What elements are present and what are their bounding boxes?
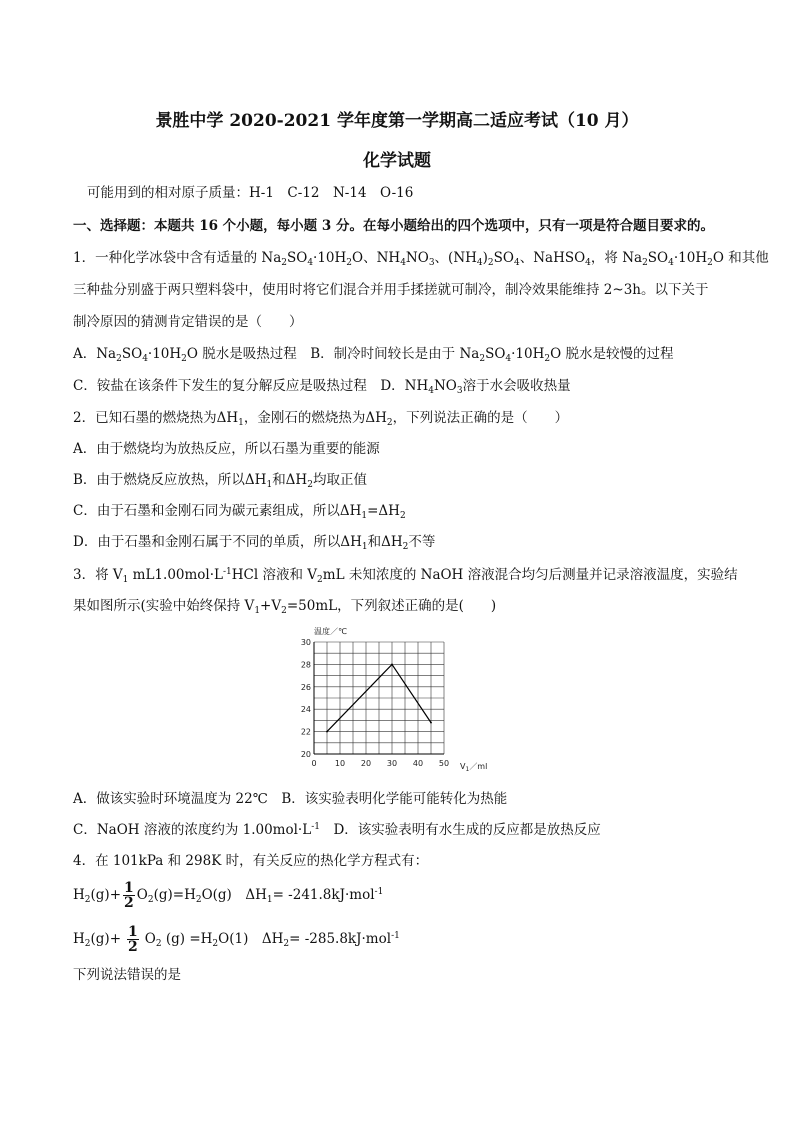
q1-stem-line2: 三种盐分别盛于两只塑料袋中，使用时将它们混合并用手揉搓就可制冷，制冷效果能维持 2~3h。以下关于 [73, 282, 709, 298]
q3-stem-line2: 果如图所示(实验中始终保持 $V_1+V_2=50mL$，下列叙述正确的是( ) [73, 598, 497, 616]
q3-stem-line1: 3．将 $V_1$ $mL1.00mol\cdot L^{-1}HCl$ 溶液和 $V_2mL$ 未知浓度的 NaOH 溶液混合均匀后测量并记录溶液温度，实验结 [73, 567, 738, 585]
y-tick-label: 22 [300, 727, 311, 737]
half-fraction: $\frac{1}{2}$ [124, 880, 134, 911]
q3-options-cd: C．NaOH 溶液的浓度约为 $1.00mol\cdot L^{-1}$ D．该实验表明有水生成的反应都是放热反应 [73, 822, 601, 838]
q2-option-a: A．由于燃烧均为放热反应，所以石墨为重要的能源 [73, 441, 380, 457]
section-heading [73, 217, 714, 235]
half-fraction: $\frac{1}{2}$ [128, 924, 138, 955]
q3-options-ab: A．做该实验时环境温度为 22℃ B．该实验表明化学能可能转化为热能 [73, 791, 508, 807]
x-tick-label: 0 [311, 759, 317, 768]
y-tick-label: 30 [300, 638, 311, 647]
y-tick-label: 24 [300, 705, 311, 715]
q1-options-cd: C．铵盐在该条件下发生的复分解反应是吸热过程 D．$NH_4NO_3$溶于水会吸收热量 [73, 378, 571, 396]
q4-closing: 下列说法错误的是 [73, 967, 181, 983]
temperature-chart [300, 624, 500, 772]
section-heading-text: 本题共 16 个小题，每小题 3 分。在每小题给出的四个选项中，只有一项是符合题目要求的。 [154, 218, 714, 234]
y-tick-label: 26 [300, 682, 311, 692]
page-title: 景胜中学 2020-2021 学年度第一学期高二适应考试（10 月） [155, 111, 639, 131]
x-tick-label: 40 [412, 759, 424, 768]
data-point [326, 731, 328, 733]
q1-options-ab: A．$Na_2SO_4\cdot 10H_2O$ 脱水是吸热过程 B．制冷时间较长是由于 $Na_2SO_4\cdot 10H_2O$ 脱水是较慢的过程 [73, 346, 674, 364]
section-heading-label: 一、选择题： [73, 218, 154, 234]
q2-option-b: B．由于燃烧反应放热，所以$\Delta H_1$和$\Delta H_2$均取正值 [73, 472, 367, 490]
q4-stem: 4．在 101kPa 和 298K 时，有关反应的热化学方程式有： [73, 853, 429, 869]
x-tick-label: 50 [438, 759, 450, 768]
x-tick-label: 30 [386, 759, 398, 768]
data-point [430, 722, 432, 724]
atomic-masses: 可能用到的相对原子质量：H-1 C-12 N-14 O-16 [87, 185, 414, 201]
q2-option-d: D．由于石墨和金刚石属于不同的单质，所以$\Delta H_1$和$\Delta H_2$不等 [73, 534, 436, 552]
q4-equation-1: $H_2(g)+$ $\frac{1}{2}$ $O_2(g)=H_2O(g)$ $\Delta H_1= -241.8kJ\cdot mol^{-1}$ [73, 880, 384, 911]
chart-grid [314, 642, 444, 754]
y-tick-label: 20 [300, 750, 311, 759]
page-subtitle: 化学试题 [363, 151, 431, 171]
q1-stem-line1: 1．一种化学冰袋中含有适量的 $Na_2SO_4\cdot 10H_2O$、$NH_4NO_3$、$(NH_4)_2SO_4$、NaHSO$_4$，将 $Na_2SO_4\cdot 10H_2O$ 和其他 [73, 250, 769, 268]
q4-equation-2: $H_2(g)+$ $\frac{1}{2}$ $O_2$ $(g) =H_2O(1)$ $\Delta H_2= -285.8kJ\cdot mol^{-1}$ [73, 924, 400, 955]
q2-option-c: C．由于石墨和金刚石同为碳元素组成，所以$\Delta H_1=\Delta H_2$ [73, 503, 406, 521]
x-tick-label: 20 [360, 759, 372, 768]
chart-ylabel: 温度／℃ [314, 627, 347, 636]
q1-stem-line3: 制冷原因的猜测肯定错误的是（ ） [73, 314, 303, 330]
x-tick-label: 10 [334, 759, 346, 768]
y-tick-label: 28 [300, 660, 311, 670]
chart-xlabel: $V_1/ml$ [460, 762, 488, 772]
data-point [391, 664, 393, 666]
q2-stem: 2．已知石墨的燃烧热为$\Delta H_1$，金刚石的燃烧热为$\Delta H_2$，下列说法正确的是（ ） [73, 410, 569, 428]
chart-ticks [301, 638, 449, 768]
